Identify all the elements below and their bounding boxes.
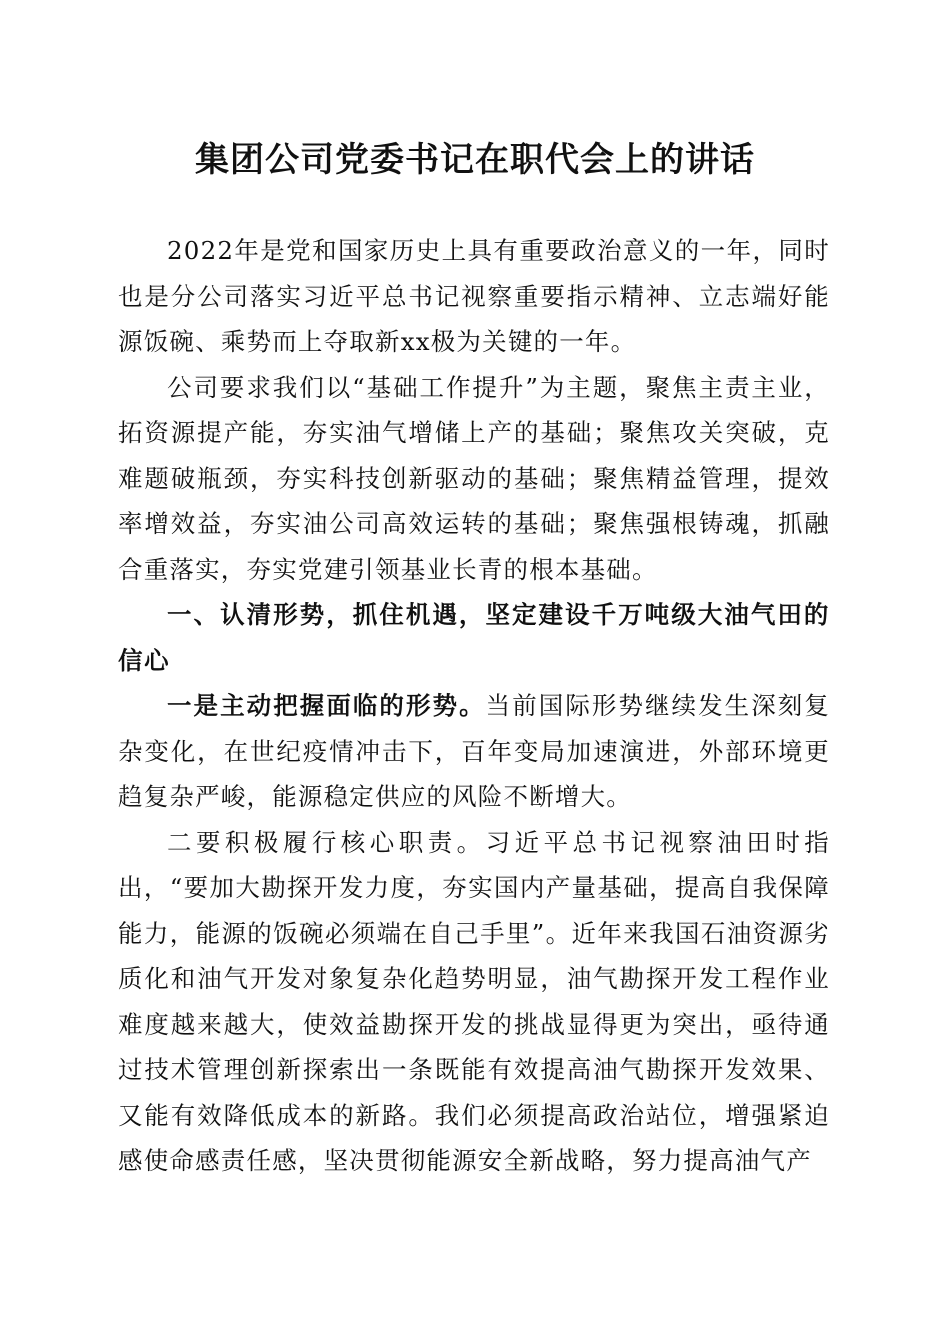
paragraph-intro: 2022年是党和国家历史上具有重要政治意义的一年，同时也是分公司落实习近平总书记视察重要指示精神、立志端好能源饭碗、乘势而上夺取新xx极为关键的一年。 — [118, 236, 830, 356]
paragraph-lead-phrase: 一是主动把握面临的形势。 — [167, 691, 486, 720]
section-heading-1: 一、认清形势，抓住机遇，坚定建设千万吨级大油气田的信心 — [118, 600, 830, 675]
document-title: 集团公司党委书记在职代会上的讲话 — [195, 140, 755, 180]
paragraph-situation — [118, 683, 830, 820]
paragraph-situation-text: 当前国际形势继续发生深刻复杂变化，在世纪疫情冲击下，百年变局加速演进，外部环境更趋复杂严峻，能源稳定供应的风险不断增大。 — [118, 691, 830, 811]
paragraph-duties: 二要积极履行核心职责。习近平总书记视察油田时指出，“要加大勘探开发力度，夯实国内产量基础，提高自我保障能力，能源的饭碗必须端在自己手里”。近年来我国石油资源劣质化和油气开发对象复杂化趋势明显，油气勘探开发工程作业难度越来越大，使效益勘探开发的挑战显得更为突出，亟待通过技术管理创新探索出一条既能有效提高油气勘探开发效果、又能有效降低成本的新路。我们必须提高政治站位，增强紧迫感使命感责任感，坚决贯彻能源安全新战略，努力提高油气产 — [118, 827, 830, 1175]
paragraph-requirements: 公司要求我们以“基础工作提升”为主题，聚焦主责主业，拓资源提产能，夯实油气增储上产的基础；聚焦攻关突破，克难题破瓶颈，夯实科技创新驱动的基础；聚焦精益管理，提效率增效益，夯实油公司高效运转的基础；聚焦强根铸魂，抓融合重落实，夯实党建引领基业长青的根本基础。 — [118, 372, 830, 584]
document-body — [118, 228, 830, 1184]
